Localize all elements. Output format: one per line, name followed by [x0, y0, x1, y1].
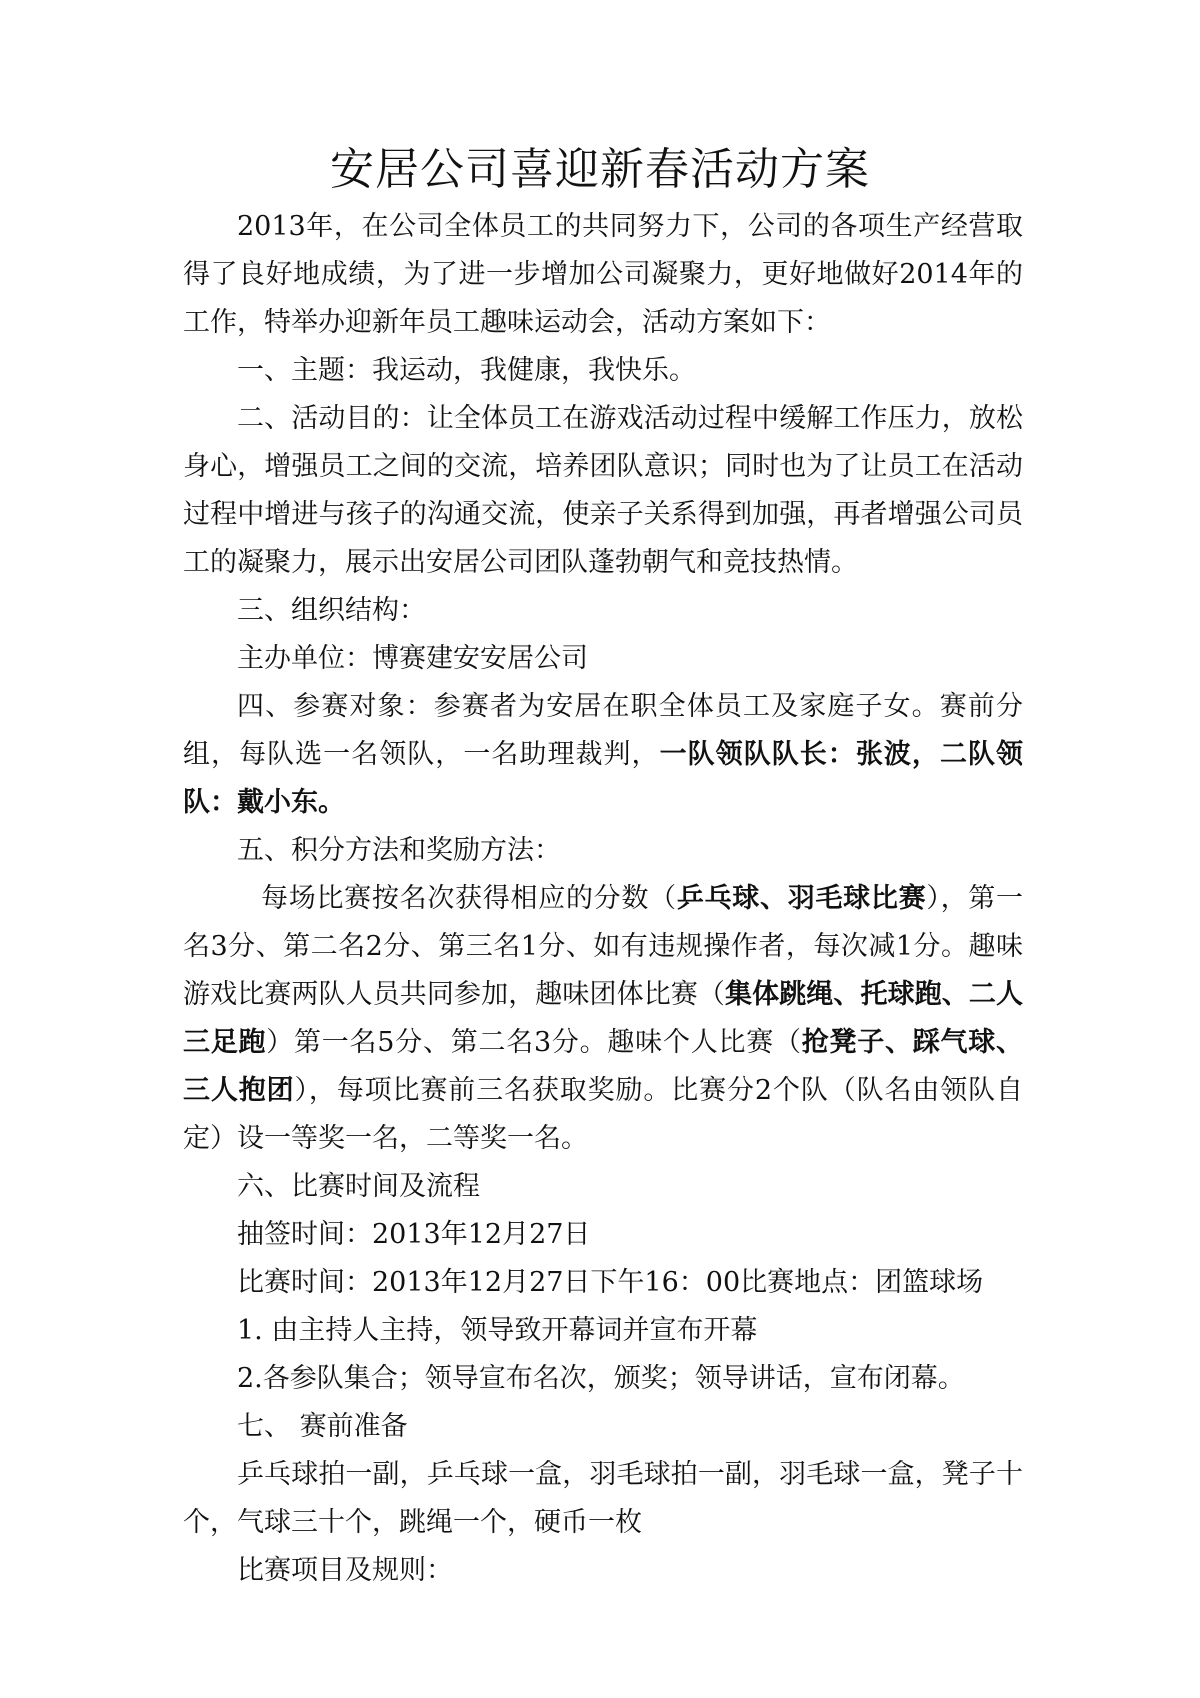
schedule-step-1: 1. 由主持人主持，领导致开幕词并宣布开幕: [237, 1315, 758, 1346]
section-preparation-heading: 七、 赛前准备: [237, 1411, 408, 1442]
section-organization-host: 主办单位：博赛建安安居公司: [237, 643, 588, 674]
scoring-bold-3: 抢凳子、踩气球、三人抱团: [183, 1027, 1024, 1106]
scoring-text-2: ），第一名3分、第二名2分、第三名1分、如有违规操作者，每次减1分。趣味游戏比赛两队人员共同参加，趣味团体比赛（: [183, 883, 1024, 1010]
scoring-bold-1: 乒乓球、羽毛球比赛: [676, 883, 927, 914]
section-participants: [183, 683, 1023, 827]
schedule-step-2: 2.各参队集合；领导宣布名次，颁奖；领导讲话，宣布闭幕。: [237, 1363, 965, 1394]
section-schedule-heading: 六、比赛时间及流程: [237, 1171, 480, 1202]
section-theme: 一、主题：我运动，我健康，我快乐。: [237, 355, 696, 386]
section-scoring-heading: 五、积分方法和奖励方法：: [237, 835, 561, 866]
section-scoring-body: [183, 875, 1023, 1163]
schedule-match-time: 比赛时间：2013年12月27日下午16：00比赛地点：团篮球场: [237, 1267, 984, 1298]
scoring-text-3: ）第一名5分、第二名3分。趣味个人比赛（: [266, 1027, 802, 1058]
schedule-draw-time: 抽签时间：2013年12月27日: [237, 1219, 591, 1250]
document-title: 安居公司喜迎新春活动方案: [330, 144, 870, 195]
section-organization-heading: 三、组织结构：: [237, 595, 426, 626]
intro-paragraph: 2013年，在公司全体员工的共同努力下，公司的各项生产经营取得了良好地成绩，为了进一步增加公司凝聚力，更好地做好2014年的工作，特举办迎新年员工趣味运动会，活动方案如下：: [183, 211, 1023, 338]
document-body: [183, 203, 1023, 1595]
scoring-text-4: ），每项比赛前三名获取奖励。比赛分2个队（队名由领队自定）设一等奖一名，二等奖一名。: [183, 1075, 1023, 1154]
scoring-bold-2: 集体跳绳、托球跑、二人三足跑: [183, 979, 1023, 1058]
section-purpose: 二、活动目的：让全体员工在游戏活动过程中缓解工作压力，放松身心，增强员工之间的交流，培养团队意识；同时也为了让员工在活动过程中增进与孩子的沟通交流，使亲子关系得到加强，再者增强公司员工的凝聚力，展示出安居公司团队蓬勃朝气和竞技热情。: [183, 403, 1023, 578]
rules-heading: 比赛项目及规则：: [237, 1555, 453, 1586]
scoring-text-1: 每场比赛按名次获得相应的分数（: [261, 883, 677, 914]
team-leaders-text: 一队领队队长：张波，二队领队：戴小东。: [183, 739, 1024, 818]
preparation-items: 乒乓球拍一副，乒乓球一盒，羽毛球拍一副，羽毛球一盒，凳子十个，气球三十个，跳绳一个，硬币一枚: [183, 1459, 1023, 1538]
participants-text: 四、参赛对象：参赛者为安居在职全体员工及家庭子女。赛前分组，每队选一名领队，一名助理裁判，: [183, 691, 1023, 770]
